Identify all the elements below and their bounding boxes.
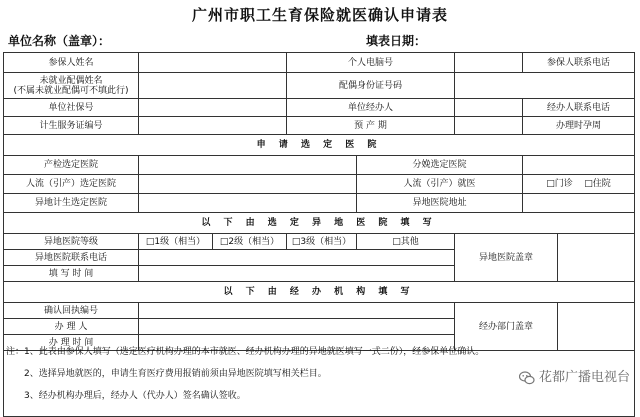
abortion-hospital-label: 人流（引产）选定医院	[4, 175, 139, 194]
row-spouse	[4, 73, 635, 99]
remote-address-label: 异地医院地址	[357, 194, 523, 213]
spouse-name-field[interactable]	[139, 73, 287, 99]
remote-fill-time-field[interactable]	[139, 266, 455, 282]
insured-name-label: 参保人姓名	[4, 53, 139, 73]
section-remote-hospital	[4, 213, 635, 234]
inpatient-checkbox[interactable]: □住院	[584, 179, 611, 189]
section-apply-hospital	[4, 135, 635, 156]
section-remote-hospital-title: 以 下 由 选 定 异 地 医 院 填 写	[4, 213, 635, 234]
abortion-hospital-field[interactable]	[139, 175, 357, 194]
spouse-id-field[interactable]	[455, 73, 635, 99]
row-remote-level	[4, 234, 635, 250]
visit-type-options	[523, 175, 635, 194]
unit-name-label: 单位名称（盖章）：	[8, 34, 111, 48]
application-form-table	[3, 52, 635, 417]
mobile-field[interactable]	[455, 53, 523, 73]
fill-date-label: 填表日期：	[366, 34, 427, 48]
receipt-no-label: 确认回执编号	[4, 303, 139, 319]
remote-contact-label: 异地医院联系电话	[4, 250, 139, 266]
level-2-checkbox[interactable]: □2级（相当）	[213, 234, 287, 250]
agency-handler-field[interactable]	[139, 319, 455, 335]
section-apply-hospital-title: 申 请 选 定 医 院	[4, 135, 635, 156]
unit-handler-field[interactable]	[455, 99, 523, 117]
delivery-hospital-label: 分娩选定医院	[357, 156, 523, 175]
row-receipt	[4, 303, 635, 319]
remote-seal-label: 异地医院盖章	[455, 234, 558, 282]
spouse-name-label	[4, 73, 139, 99]
spouse-id-label: 配偶身份证号码	[287, 73, 455, 99]
agency-time-label: 办 理 时 间	[4, 335, 139, 351]
form-title: 广州市职工生育保险就医确认申请表	[191, 6, 448, 24]
gest-week-label: 办理时孕周	[523, 117, 635, 135]
note-3: 3、经办机构办理后，经办人（代办人）签名确认签收。	[24, 391, 246, 401]
note-1: 注：1、此表由参保人填写（选定医疗机构办理的本市就医、经办机构办理的异地就医填写一式二份），经参保单位确认。	[6, 347, 485, 357]
due-date-label: 预 产 期	[287, 117, 455, 135]
unit-handler-label: 单位经办人	[287, 99, 455, 117]
level-3-checkbox[interactable]: □3级（相当）	[287, 234, 357, 250]
receipt-no-field[interactable]	[139, 303, 455, 319]
delivery-hospital-field[interactable]	[523, 156, 635, 175]
remote-plan-hospital-label: 异地计生选定医院	[4, 194, 139, 213]
level-other-checkbox[interactable]: □其他	[357, 234, 455, 250]
row-prenatal	[4, 156, 635, 175]
insured-phone-label: 参保人联系电话	[523, 53, 635, 73]
wechat-icon	[519, 371, 535, 385]
spouse-name-line1: 未就业配偶姓名	[39, 75, 103, 86]
due-date-field[interactable]	[455, 117, 523, 135]
remote-contact-field[interactable]	[139, 250, 455, 266]
abortion-visit-label: 人流（引产）就医	[357, 175, 523, 194]
remote-plan-hospital-field[interactable]	[139, 194, 357, 213]
watermark	[519, 366, 630, 385]
row-insured	[4, 53, 635, 73]
section-agency	[4, 282, 635, 303]
section-agency-title: 以 下 由 经 办 机 构 填 写	[4, 282, 635, 303]
row-plan	[4, 117, 635, 135]
level-1-checkbox[interactable]: □1级（相当）	[139, 234, 213, 250]
watermark-text: 花都广播电视台	[538, 370, 630, 385]
agency-handler-label: 办 理 人	[4, 319, 139, 335]
unit-social-no-field[interactable]	[139, 99, 287, 117]
prenatal-hospital-label: 产检选定医院	[4, 156, 139, 175]
row-unit	[4, 99, 635, 117]
remote-address-field[interactable]	[523, 194, 635, 213]
dept-seal-field[interactable]	[558, 303, 635, 351]
prenatal-hospital-field[interactable]	[139, 156, 357, 175]
family-plan-no-field[interactable]	[139, 117, 287, 135]
spouse-name-line2: (不属未就业配偶可不填此行)	[13, 85, 129, 96]
remote-seal-field[interactable]	[558, 234, 635, 282]
outpatient-checkbox[interactable]: □门诊	[546, 179, 573, 189]
row-abortion	[4, 175, 635, 194]
handler-phone-label: 经办人联系电话	[523, 99, 635, 117]
remote-fill-time-label: 填 写 时 间	[4, 266, 139, 282]
insured-name-field[interactable]	[139, 53, 287, 73]
dept-seal-label: 经办部门盖章	[455, 303, 558, 351]
unit-social-no-label: 单位社保号	[4, 99, 139, 117]
note-2: 2、选择异地就医的，申请生育医疗费用报销前须由异地医院填写相关栏目。	[24, 369, 327, 379]
family-plan-no-label: 计生服务证编号	[4, 117, 139, 135]
remote-level-label: 异地医院等级	[4, 234, 139, 250]
row-remote-plan	[4, 194, 635, 213]
mobile-label: 个人电脑号	[287, 53, 455, 73]
